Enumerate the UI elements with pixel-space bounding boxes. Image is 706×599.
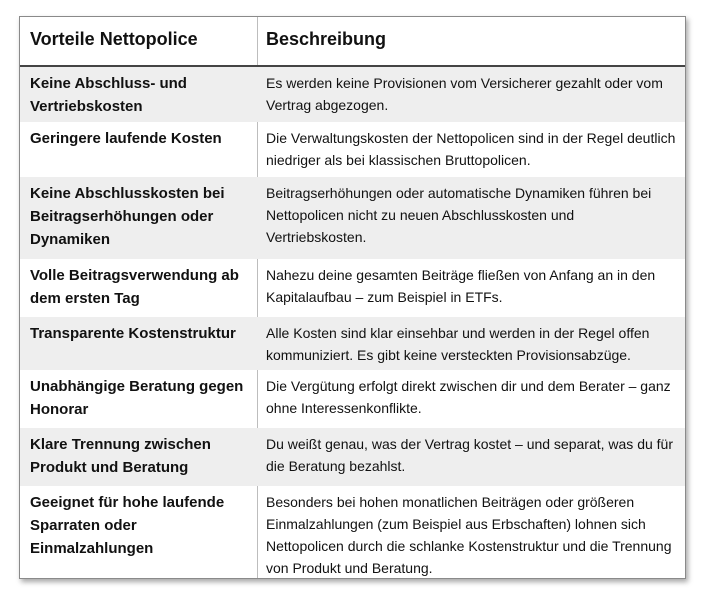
header-description: Beschreibung: [266, 29, 387, 49]
table-row: [20, 259, 685, 317]
table-row: [20, 177, 685, 259]
row-title: Geeignet für hohe laufende Sparraten oder Einmalzahlungen: [30, 494, 225, 557]
table-row: [20, 317, 685, 370]
table-row: [20, 428, 685, 486]
row-description: Besonders bei hohen monatlichen Beiträgen oder größeren Einmalzahlungen (zum Beispiel aus Erbschaften) lohnen sich Nettopolicen durch die schlanke Kostenstruktur und die Trennung von Produkt und Beratung.: [266, 494, 672, 576]
row-title: Volle Beitragsverwendung ab dem ersten Tag: [30, 267, 239, 307]
table-row: [20, 122, 685, 177]
row-title: Keine Abschluss- und Vertriebskosten: [30, 75, 187, 115]
row-description: Die Vergütung erfolgt direkt zwischen dir und dem Berater – ganz ohne Interessenkonflikte.: [266, 378, 671, 416]
table-row: [20, 67, 685, 122]
header-advantages: Vorteile Nettopolice: [30, 29, 198, 49]
row-description: Es werden keine Provisionen vom Versicherer gezahlt oder vom Vertrag abgezogen.: [266, 75, 663, 113]
table-header: [20, 17, 685, 67]
row-title: Transparente Kostenstruktur: [30, 325, 236, 342]
comparison-table: [19, 16, 686, 579]
row-title: Klare Trennung zwischen Produkt und Beratung: [30, 436, 211, 476]
row-description: Du weißt genau, was der Vertrag kostet – und separat, was du für die Beratung bezahlst.: [266, 436, 673, 474]
row-description: Beitragserhöhungen oder automatische Dynamiken führen bei Nettopolicen nicht zu neuen Abschlusskosten und Vertriebskosten.: [266, 185, 652, 245]
table-row: [20, 370, 685, 428]
row-description: Alle Kosten sind klar einsehbar und werden in der Regel offen kommuniziert. Es gibt keine versteckten Provisionsabzüge.: [266, 325, 650, 363]
row-title: Geringere laufende Kosten: [30, 130, 222, 147]
row-title: Unabhängige Beratung gegen Honorar: [30, 378, 244, 418]
row-description: Nahezu deine gesamten Beiträge fließen von Anfang an in den Kapitalaufbau – zum Beispiel in ETFs.: [266, 267, 656, 305]
row-title: Keine Abschlusskosten bei Beitragserhöhungen oder Dynamiken: [30, 185, 225, 248]
row-description: Die Verwaltungskosten der Nettopolicen sind in der Regel deutlich niedriger als bei klassischen Bruttopolicen.: [266, 130, 676, 168]
table-row: [20, 486, 685, 578]
